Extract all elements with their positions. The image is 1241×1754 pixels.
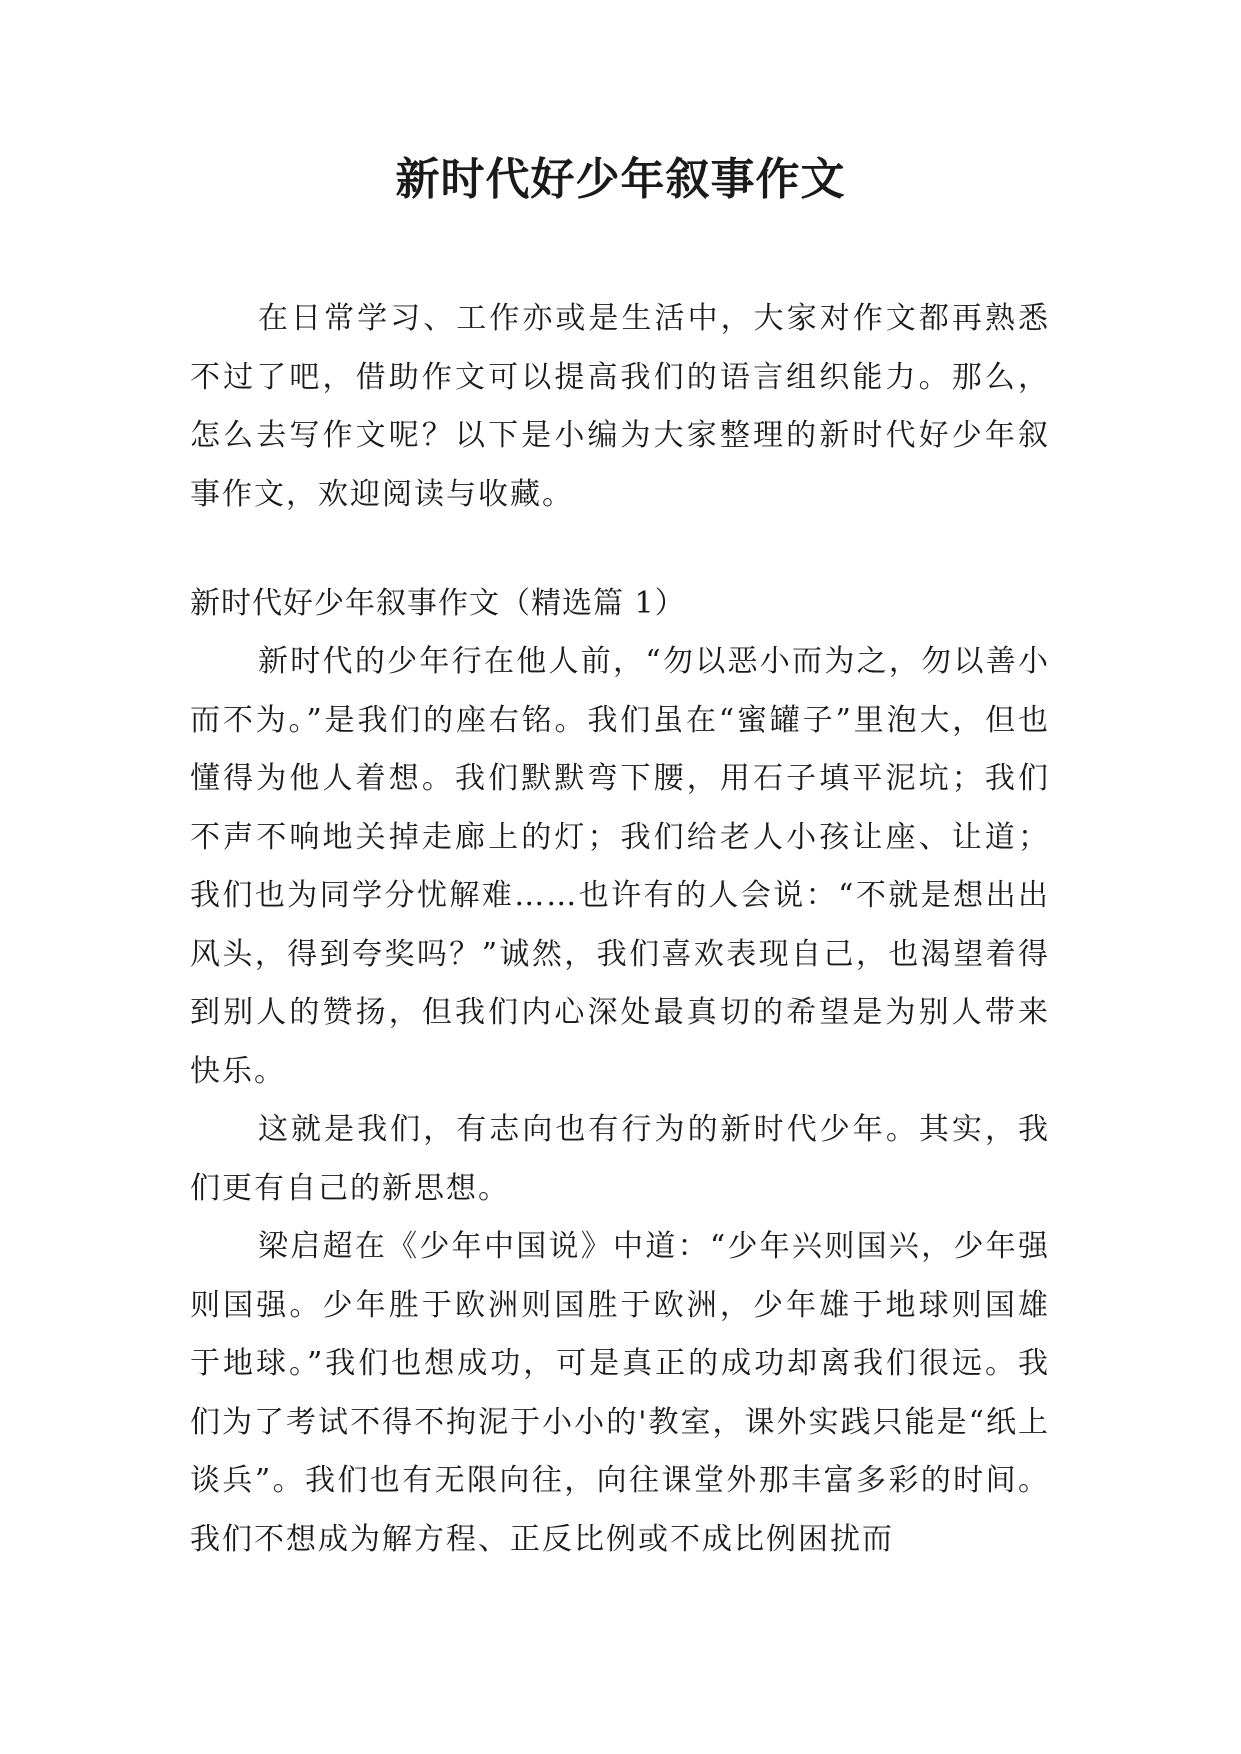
section-body: [190, 633, 1050, 1569]
intro-section: [190, 290, 1050, 524]
body-paragraph-2: 这就是我们，有志向也有行为的新时代少年。其实，我们更有自己的新思想。: [190, 1112, 1050, 1206]
section-heading: 新时代好少年叙事作文（精选篇 1）: [190, 586, 686, 621]
body-paragraph-3: 梁启超在《少年中国说》中道：“少年兴则国兴，少年强则国强。少年胜于欧洲则国胜于欧洲，少年雄于地球则国雄于地球。”我们也想成功，可是真正的成功却离我们很远。我们为了考试不得不拘泥于小小的'教室，课外实践只能是“纸上谈兵”。我们也有无限向往，向往课堂外那丰富多彩的时间。我们不想成为解方程、正反比例或不成比例困扰而: [190, 1229, 1050, 1557]
document-title: 新时代好少年叙事作文: [395, 154, 846, 205]
body-paragraph-1: 新时代的少年行在他人前，“勿以恶小而为之，勿以善小而不为。”是我们的座右铭。我们虽在“蜜罐子”里泡大，但也懂得为他人着想。我们默默弯下腰，用石子填平泥坑；我们不声不响地关掉走廊上的灯；我们给老人小孩让座、让道；我们也为同学分忧解难……也许有的人会说：“不就是想出出风头，得到夸奖吗？”诚然，我们喜欢表现自己，也渴望着得到别人的赞扬，但我们内心深处最真切的希望是为别人带来快乐。: [190, 644, 1050, 1089]
intro-paragraph: 在日常学习、工作亦或是生活中，大家对作文都再熟悉不过了吧，借助作文可以提高我们的语言组织能力。那么，怎么去写作文呢？以下是小编为大家整理的新时代好少年叙事作文，欢迎阅读与收藏。: [190, 301, 1050, 512]
